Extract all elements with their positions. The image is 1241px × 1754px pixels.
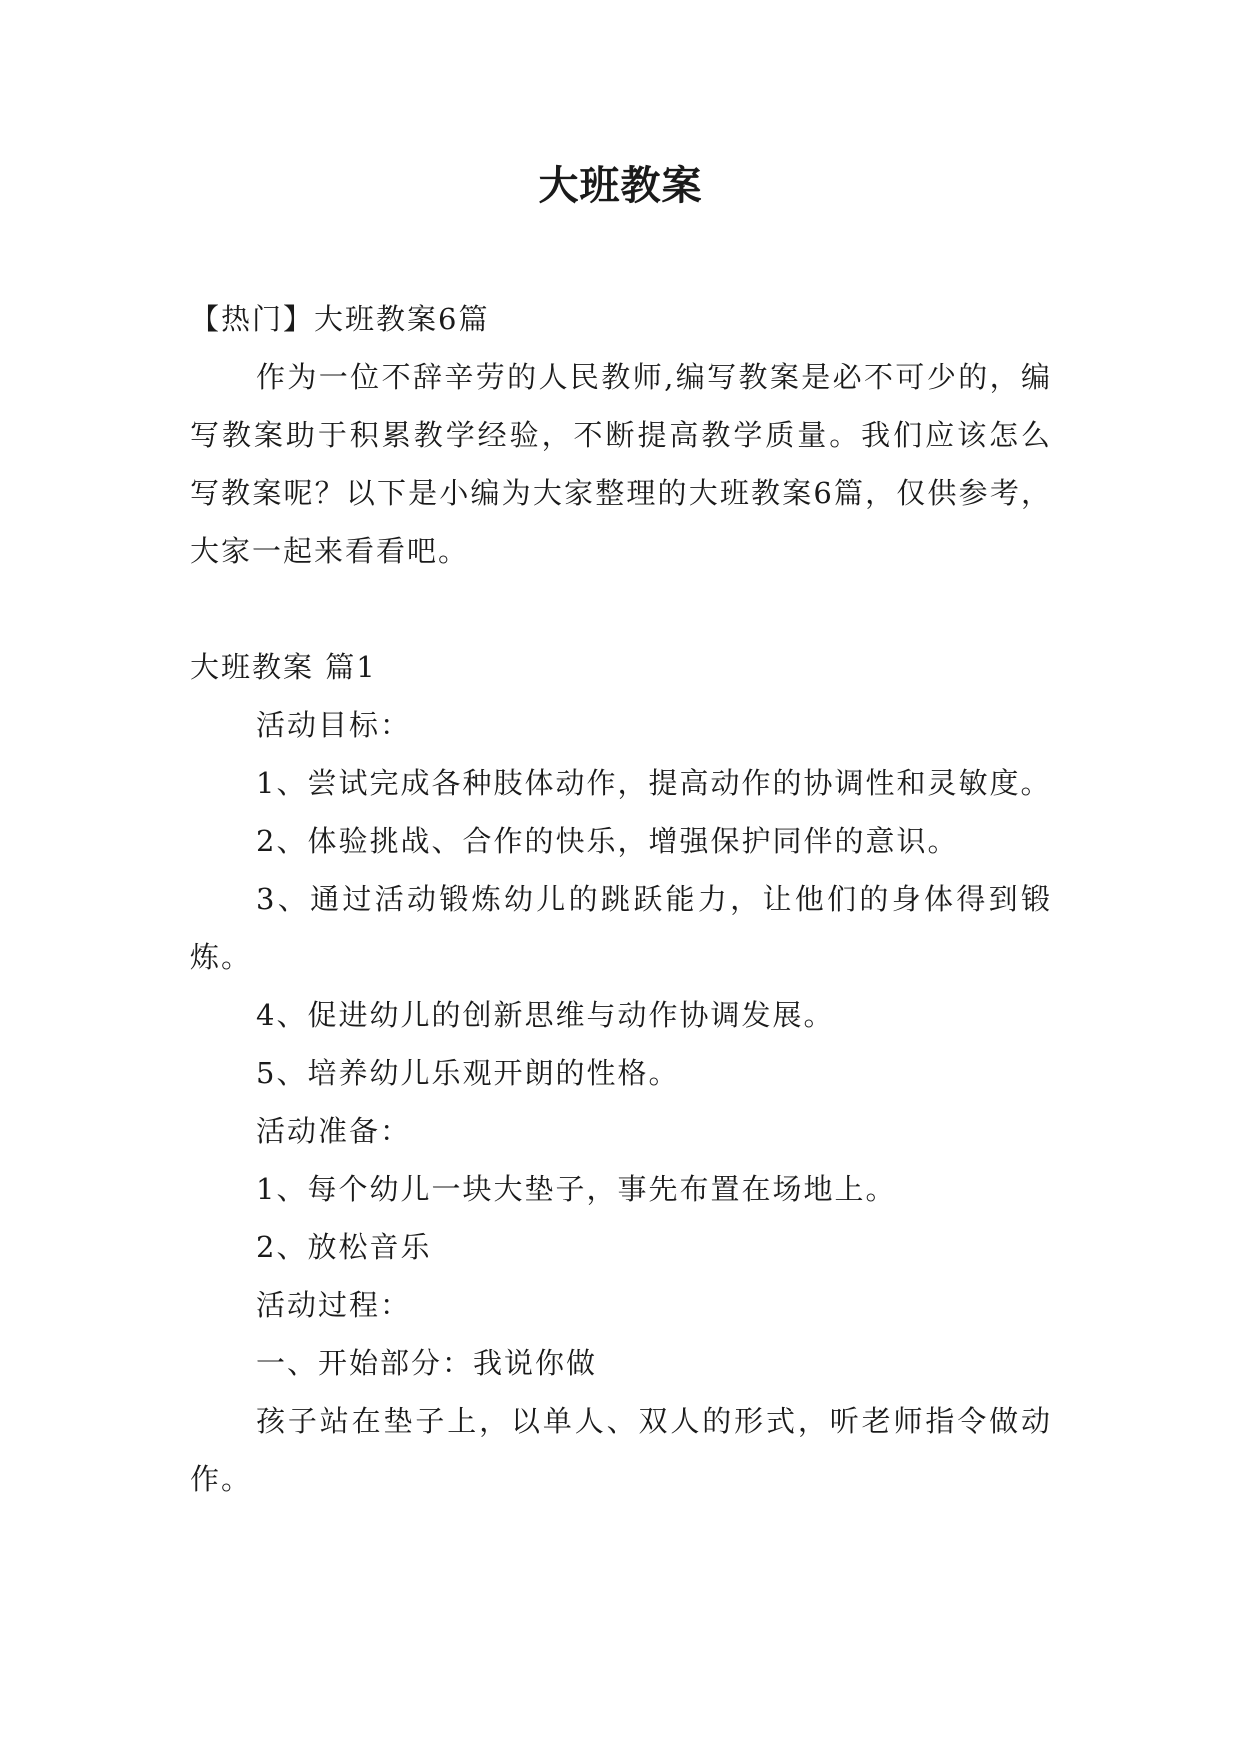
section-heading: 大班教案 篇1 (190, 650, 377, 684)
part1-text: 孩子站在垫子上，以单人、双人的形式，听老师指令做动作。 (190, 1404, 1052, 1496)
intro-paragraph: 作为一位不辞辛劳的人民教师,编写教案是必不可少的，编写教案助于积累教学经验，不断提高教学质量。我们应该怎么写教案呢？以下是小编为大家整理的大班教案6篇，仅供参考，大家一起来看看吧。 (190, 360, 1052, 568)
goal-item: 3、通过活动锻炼幼儿的跳跃能力，让他们的身体得到锻炼。 (190, 882, 1052, 974)
prep-item: 2、放松音乐 (256, 1230, 432, 1264)
paragraph-spacer (190, 580, 1052, 638)
prep-item: 1、每个幼儿一块大垫子，事先布置在场地上。 (256, 1172, 897, 1206)
goal-item: 5、培养幼儿乐观开朗的性格。 (256, 1056, 680, 1090)
goal-item: 1、尝试完成各种肢体动作，提高动作的协调性和灵敏度。 (256, 766, 1052, 800)
goal-item: 2、体验挑战、合作的快乐，增强保护同伴的意识。 (256, 824, 959, 858)
goal-item: 4、促进幼儿的创新思维与动作协调发展。 (256, 998, 835, 1032)
document-body (190, 290, 1052, 1508)
prep-label: 活动准备： (256, 1114, 412, 1148)
part1-title: 一、开始部分：我说你做 (256, 1346, 598, 1380)
process-label: 活动过程： (256, 1288, 412, 1322)
document-subtitle: 【热门】大班教案6篇 (190, 302, 490, 336)
document-title: 大班教案 (538, 163, 703, 209)
goals-label: 活动目标： (256, 708, 412, 742)
